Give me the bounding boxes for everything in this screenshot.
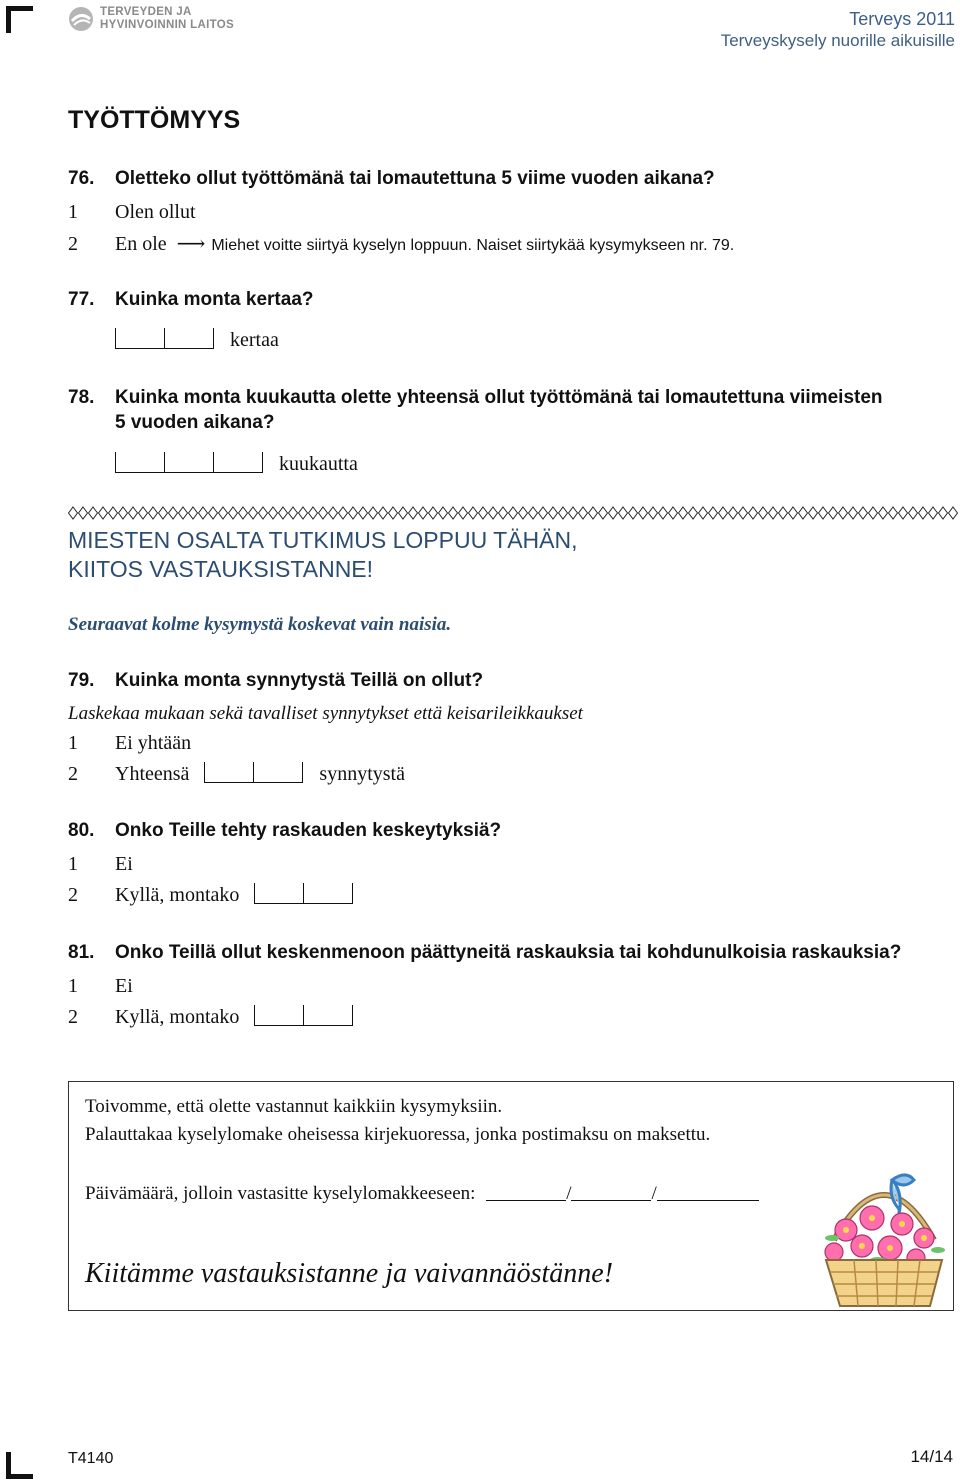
org-name-line1: TERVEYDEN JA [100,6,192,18]
form-code: T4140 [68,1450,114,1467]
q79-option-2[interactable] [68,762,405,786]
q80-option-2[interactable] [68,883,353,907]
option-number: 1 [68,201,78,223]
q79-births-input[interactable] [204,762,303,786]
question-78 [68,387,883,409]
closing-line2: Palauttakaa kyselylomake oheisessa kirjekuoressa, jonka postimaksu on maksettu. [85,1124,711,1145]
date-separator: / [566,1183,572,1204]
option-number: 2 [68,1006,78,1028]
question-number: 78. [68,387,95,408]
unit-label: kuukautta [279,453,358,475]
question-number: 76. [68,168,95,189]
closing-line1: Toivomme, että olette vastannut kaikkiin kysymyksiin. [85,1096,503,1117]
date-year-field[interactable] [657,1182,759,1201]
end-notice-line1: MIESTEN OSALTA TUTKIMUS LOPPUU TÄHÄN, [68,527,578,553]
q81-option-1[interactable] [68,975,133,998]
question-number: 79. [68,670,95,691]
option-number: 1 [68,853,78,875]
section-title: TYÖTTÖMYYS [68,106,241,134]
org-name-line2: HYVINVOINNIN LAITOS [100,19,234,31]
survey-header [721,8,955,52]
q81-count-input[interactable] [254,1005,353,1029]
question-text: Onko Teillä ollut keskenmenoon päättyneitä raskauksia tai kohdunulkoisia raskauksia? [115,942,902,963]
diamond-divider [68,506,958,520]
question-text: Onko Teille tehty raskauden keskeytyksiä? [115,820,502,841]
flower-basket-icon [814,1160,954,1310]
arrow-right-icon: ⟶ [176,233,206,255]
option-label: Olen ollut [115,201,196,223]
unit-label: kertaa [230,329,279,351]
thl-logo-icon [68,6,94,32]
survey-subtitle: Terveyskysely nuorille aikuisille [720,31,955,50]
skip-instruction: Miehet voitte siirtyä kyselyn loppuun. Naiset siirtykää kysymykseen nr. 79. [211,237,735,254]
question-76 [68,168,715,190]
question-number: 77. [68,289,95,310]
option-number: 2 [68,233,78,255]
q77-count-input[interactable] [115,328,214,352]
crop-mark-bottom-left [6,1452,33,1479]
option-label: Ei [115,853,133,875]
question-text: Kuinka monta kertaa? [115,289,314,310]
question-80 [68,820,501,842]
page-number: 14/14 [910,1447,953,1466]
question-77 [68,289,314,311]
q81-option-2[interactable] [68,1005,353,1029]
date-separator: / [651,1183,657,1204]
q80-option-1[interactable] [68,853,133,876]
question-number: 81. [68,942,95,963]
q78-answer [115,452,358,476]
date-day-field[interactable] [486,1182,566,1201]
option-label: Ei yhtään [115,732,192,754]
q80-count-input[interactable] [254,883,353,907]
option-number: 1 [68,975,78,997]
unit-label: synnytystä [319,763,405,785]
option-label: Kyllä, montako [115,884,240,906]
q78-months-input[interactable] [115,452,263,476]
option-label: Ei [115,975,133,997]
date-label: Päivämäärä, jolloin vastasitte kyselylomakkeeseen: [85,1183,476,1204]
q76-option-2[interactable] [68,231,734,256]
question-78-line2: 5 vuoden aikana? [115,412,275,433]
question-number: 80. [68,820,95,841]
question-text: Kuinka monta kuukautta olette yhteensä ollut työttömänä tai lomautettuna viimeisten [115,387,883,408]
q76-option-1[interactable] [68,201,196,224]
women-only-note: Seuraavat kolme kysymystä koskevat vain naisia. [68,614,452,635]
question-79 [68,670,483,692]
org-logo [68,6,234,32]
option-number: 1 [68,732,78,754]
question-text: Oletteko ollut työttömänä tai lomautettuna 5 viime vuoden aikana? [115,168,715,189]
question-81 [68,942,901,964]
date-row [85,1182,759,1205]
option-label: Yhteensä [115,763,190,785]
option-number: 2 [68,763,78,785]
crop-mark-top-left [6,6,33,33]
survey-title: Terveys 2011 [849,9,955,29]
option-label: Kyllä, montako [115,1006,240,1028]
question-text: Kuinka monta synnytystä Teillä on ollut? [115,670,484,691]
end-notice [68,526,578,584]
q79-option-1[interactable] [68,732,191,755]
option-label: En ole [115,233,167,255]
option-number: 2 [68,884,78,906]
date-month-field[interactable] [571,1182,651,1201]
q77-answer [115,328,279,352]
end-notice-line2: KIITOS VASTAUKSISTANNE! [68,556,374,582]
q79-instruction: Laskekaa mukaan sekä tavalliset synnytykset että keisarileikkaukset [68,703,583,724]
thanks-message: Kiitämme vastauksistanne ja vaivannäöstänne! [85,1258,614,1289]
